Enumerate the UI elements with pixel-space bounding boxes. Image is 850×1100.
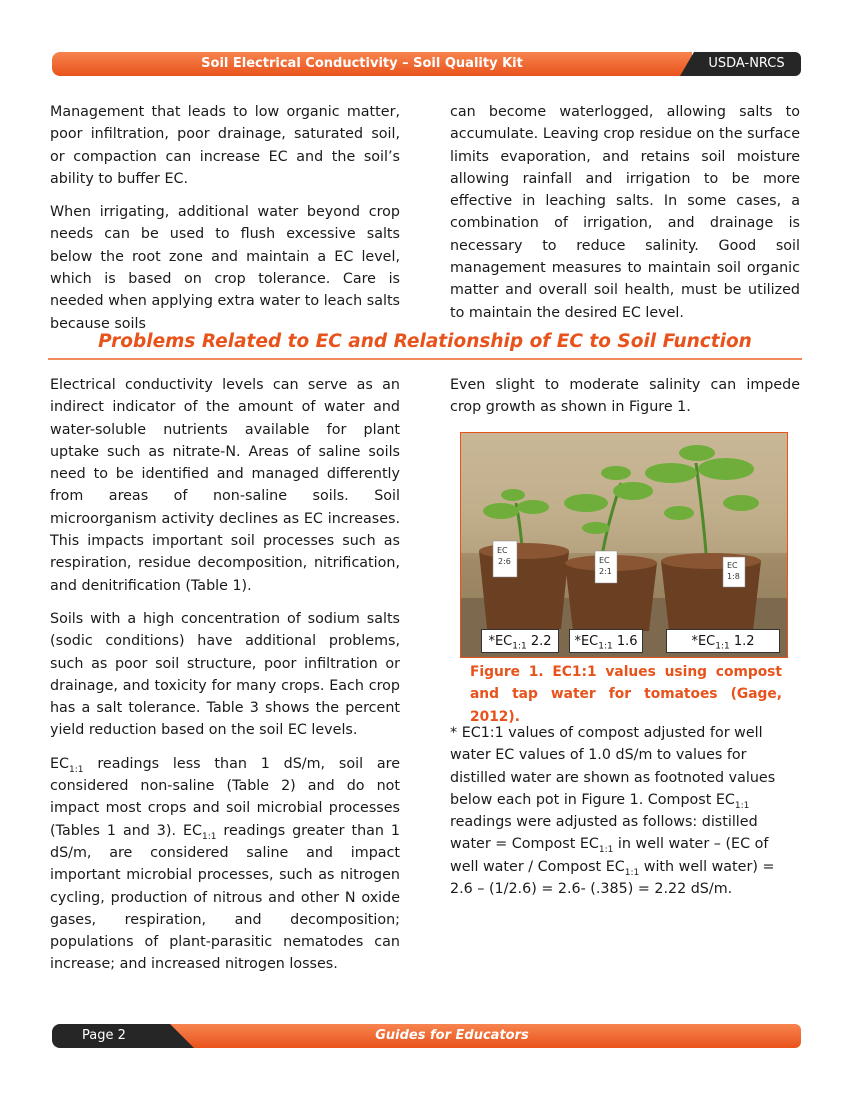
- text-run: readings greater than 1 dS/m, are considered saline and impact important microbial processes, such as nitrogen cycling, production of nitrous and other N oxide gases, respiration, and decomposition; populations of plant-parasitic nematodes can increase; and increased nitrogen losses.: [50, 822, 400, 973]
- paragraph: Electrical conductivity levels can serve as an indirect indicator of the amount of water and water-soluble nutrients available for plant uptake such as nitrate-N. Areas of saline soils need to be identified and managed differently from areas of non-saline soils. Soil microorganism activity declines as EC increases. This impacts important soil processes such as respiration, residue decomposition, nitrification, and denitrification (Table 1).: [50, 377, 400, 594]
- ec-tag-2: [569, 629, 643, 653]
- tag-text: *EC: [574, 634, 599, 649]
- paragraph: [50, 753, 400, 976]
- section-title: Problems Related to EC and Relationship of EC to Soil Function: [98, 331, 752, 352]
- tag-value: 2.2: [526, 634, 552, 649]
- paragraph: [450, 722, 800, 900]
- text-run: with well water) = 2.6 – (1/2.6) = 2.6- (.385) = 2.22 dS/m.: [450, 858, 775, 898]
- subscript: 1:1: [201, 831, 217, 842]
- tag-sub: 1:1: [715, 641, 730, 652]
- pot-label-1-line2: 2:6: [498, 557, 511, 566]
- ec-tag-3: [666, 629, 780, 653]
- text-run: readings were adjusted as follows: distilled water = Compost EC: [450, 814, 758, 853]
- tag-value: 1.2: [729, 634, 755, 649]
- text-run: EC: [50, 755, 70, 772]
- tag-sub: 1:1: [598, 641, 613, 652]
- pot-label-2-line2: 2:1: [599, 567, 612, 576]
- tag-value: 1.6: [612, 634, 638, 649]
- tag-sub: 1:1: [512, 641, 527, 652]
- tag-text: *EC: [488, 634, 513, 649]
- subscript: 1:1: [734, 800, 750, 811]
- subscript: 1:1: [69, 764, 84, 775]
- pot-label-2-line1: EC: [599, 556, 610, 565]
- main-left-column: [50, 374, 400, 987]
- paragraph: Even slight to moderate salinity can impede crop growth as shown in Figure 1.: [450, 377, 800, 416]
- subscript: 1:1: [624, 867, 640, 878]
- subscript: 1:1: [598, 845, 614, 856]
- header-title: Soil Electrical Conductivity – Soil Quality Kit: [201, 56, 523, 71]
- ec-tag-1: [481, 629, 559, 653]
- pot-label-1-line1: EC: [497, 546, 508, 555]
- page-header: [52, 52, 801, 76]
- figure-footnote: [450, 722, 800, 911]
- paragraph: When irrigating, additional water beyond crop needs can be used to flush excessive salts below the root zone and maintain a EC level, which is based on crop tolerance. Care is needed when applying extra water to leach salts because soils: [50, 204, 400, 332]
- page-number: Page 2: [82, 1028, 126, 1043]
- page-footer: [52, 1024, 801, 1048]
- pot-label-3-line2: 1:8: [727, 572, 740, 581]
- paragraph: Management that leads to low organic matter, poor infiltration, poor drainage, saturated soil, or compaction can increase EC and the soil’s ability to buffer EC.: [50, 104, 400, 187]
- paragraph: can become waterlogged, allowing salts to accumulate. Leaving crop residue on the surface limits evaporation, and retains soil moisture allowing rainfall and irrigation to be more effective in leaching salts. In some cases, a combination of irrigation, and drainage is necessary to reduce salinity. Good soil management measures to maintain soil organic matter and overall soil health, must be utilized to maintain the desired EC level.: [450, 104, 800, 321]
- main-right-column: [450, 374, 800, 430]
- tag-text: *EC: [691, 634, 716, 649]
- text-run: in well water – (EC of well water / Compost EC: [450, 836, 769, 875]
- top-left-column: [50, 101, 400, 346]
- text-run: * EC1:1 values of compost adjusted for well water EC values of 1.0 dS/m to values for distilled water are shown as footnoted values below each pot in Figure 1. Compost EC: [450, 725, 776, 808]
- tomato-plants-illustration: [461, 433, 788, 658]
- top-right-column: [450, 101, 800, 335]
- figure-caption: Figure 1. EC1:1 values using compost and tap water for tomatoes (Gage, 2012).: [470, 664, 782, 725]
- pot-label-3-line1: EC: [727, 561, 738, 570]
- figure-1-photo: [460, 432, 788, 658]
- text-run: readings less than 1 dS/m, soil are considered non-saline (Table 2) and do not impact most crops and soil microbial processes (Tables 1 and 3). EC: [50, 755, 400, 839]
- section-divider: [48, 358, 802, 360]
- paragraph: Soils with a high concentration of sodium salts (sodic conditions) have additional problems, such as poor soil structure, poor infiltration or drainage, and toxicity for many crops. Each crop has a salt tolerance. Table 3 shows the percent yield reduction based on the soil EC levels.: [50, 610, 400, 739]
- header-org: USDA-NRCS: [708, 56, 785, 71]
- footer-guide-title: Guides for Educators: [375, 1028, 529, 1043]
